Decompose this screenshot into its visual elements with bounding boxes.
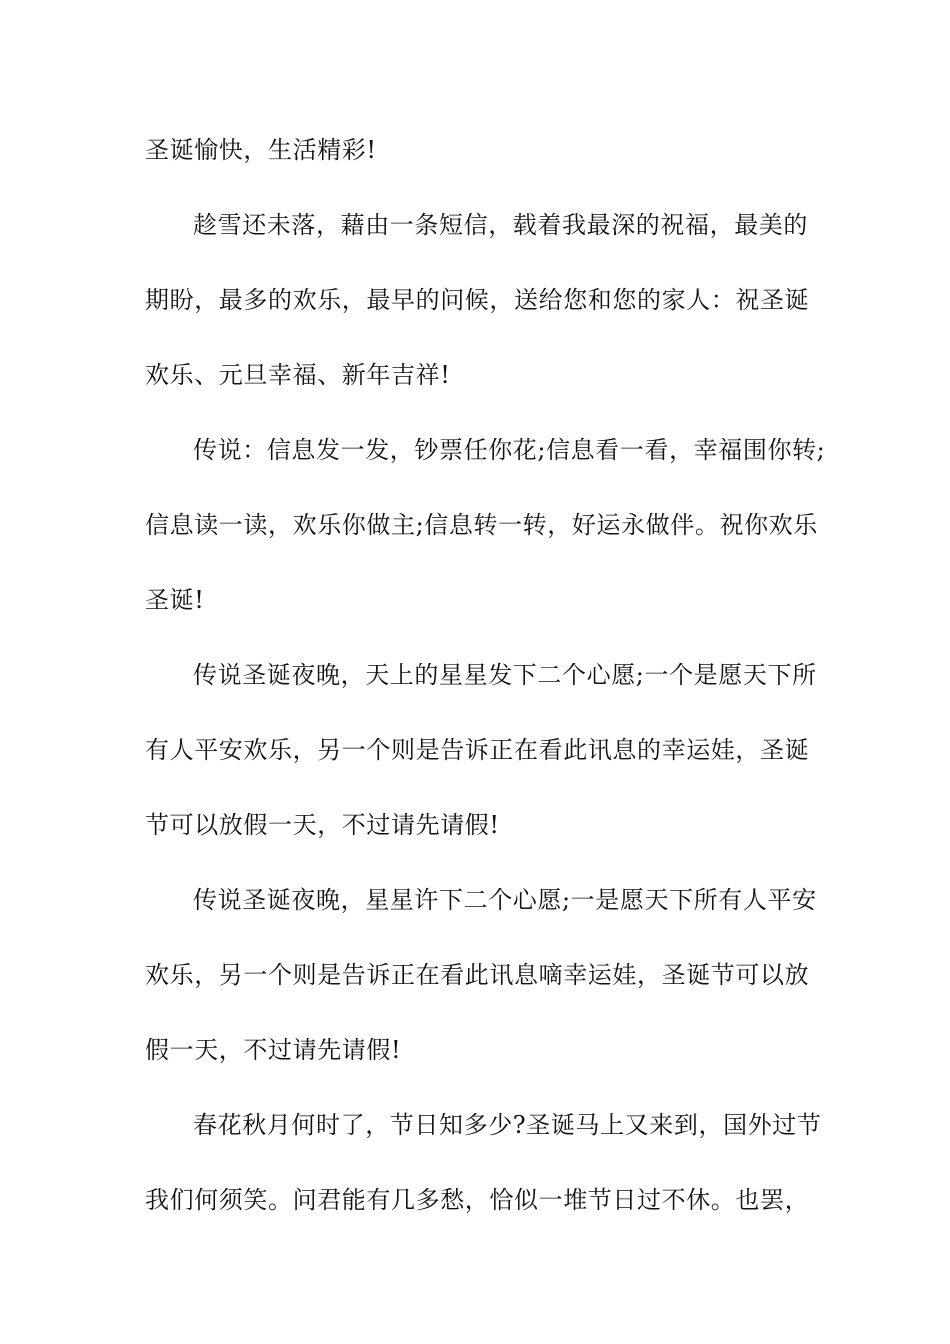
text-line: 有人平安欢乐，另一个则是告诉正在看此讯息的幸运娃，圣诞 (145, 736, 810, 764)
text-line: 圣诞! (145, 586, 205, 614)
text-line: 假一天，不过请先请假! (145, 1036, 402, 1064)
paragraph-first-line: 传说圣诞夜晚，星星许下二个心愿;一是愿天下所有人平安 (193, 886, 817, 914)
text-line: 我们何须笑。问君能有几多愁，恰似一堆节日过不休。也罢， (145, 1186, 810, 1214)
text-line: 期盼，最多的欢乐，最早的问候，送给您和您的家人：祝圣诞 (145, 286, 810, 314)
paragraph-first-line: 趁雪还未落，藉由一条短信，载着我最深的祝福，最美的 (193, 211, 808, 239)
text-line: 信息读一读，欢乐你做主;信息转一转，好运永做伴。祝你欢乐 (145, 511, 818, 539)
paragraph-first-line: 传说圣诞夜晚，天上的星星发下二个心愿;一个是愿天下所 (193, 661, 817, 689)
text-line: 欢乐，另一个则是告诉正在看此讯息嘀幸运娃，圣诞节可以放 (145, 961, 810, 989)
text-line: 节可以放假一天，不过请先请假! (145, 811, 500, 839)
paragraph-first-line: 春花秋月何时了，节日知多少?圣诞马上又来到，国外过节 (193, 1111, 822, 1139)
text-line: 欢乐、元旦幸福、新年吉祥! (145, 361, 451, 389)
paragraph-first-line: 传说：信息发一发，钞票任你花;信息看一看，幸福围你转; (193, 436, 826, 464)
text-line: 圣诞愉快，生活精彩! (145, 136, 377, 164)
